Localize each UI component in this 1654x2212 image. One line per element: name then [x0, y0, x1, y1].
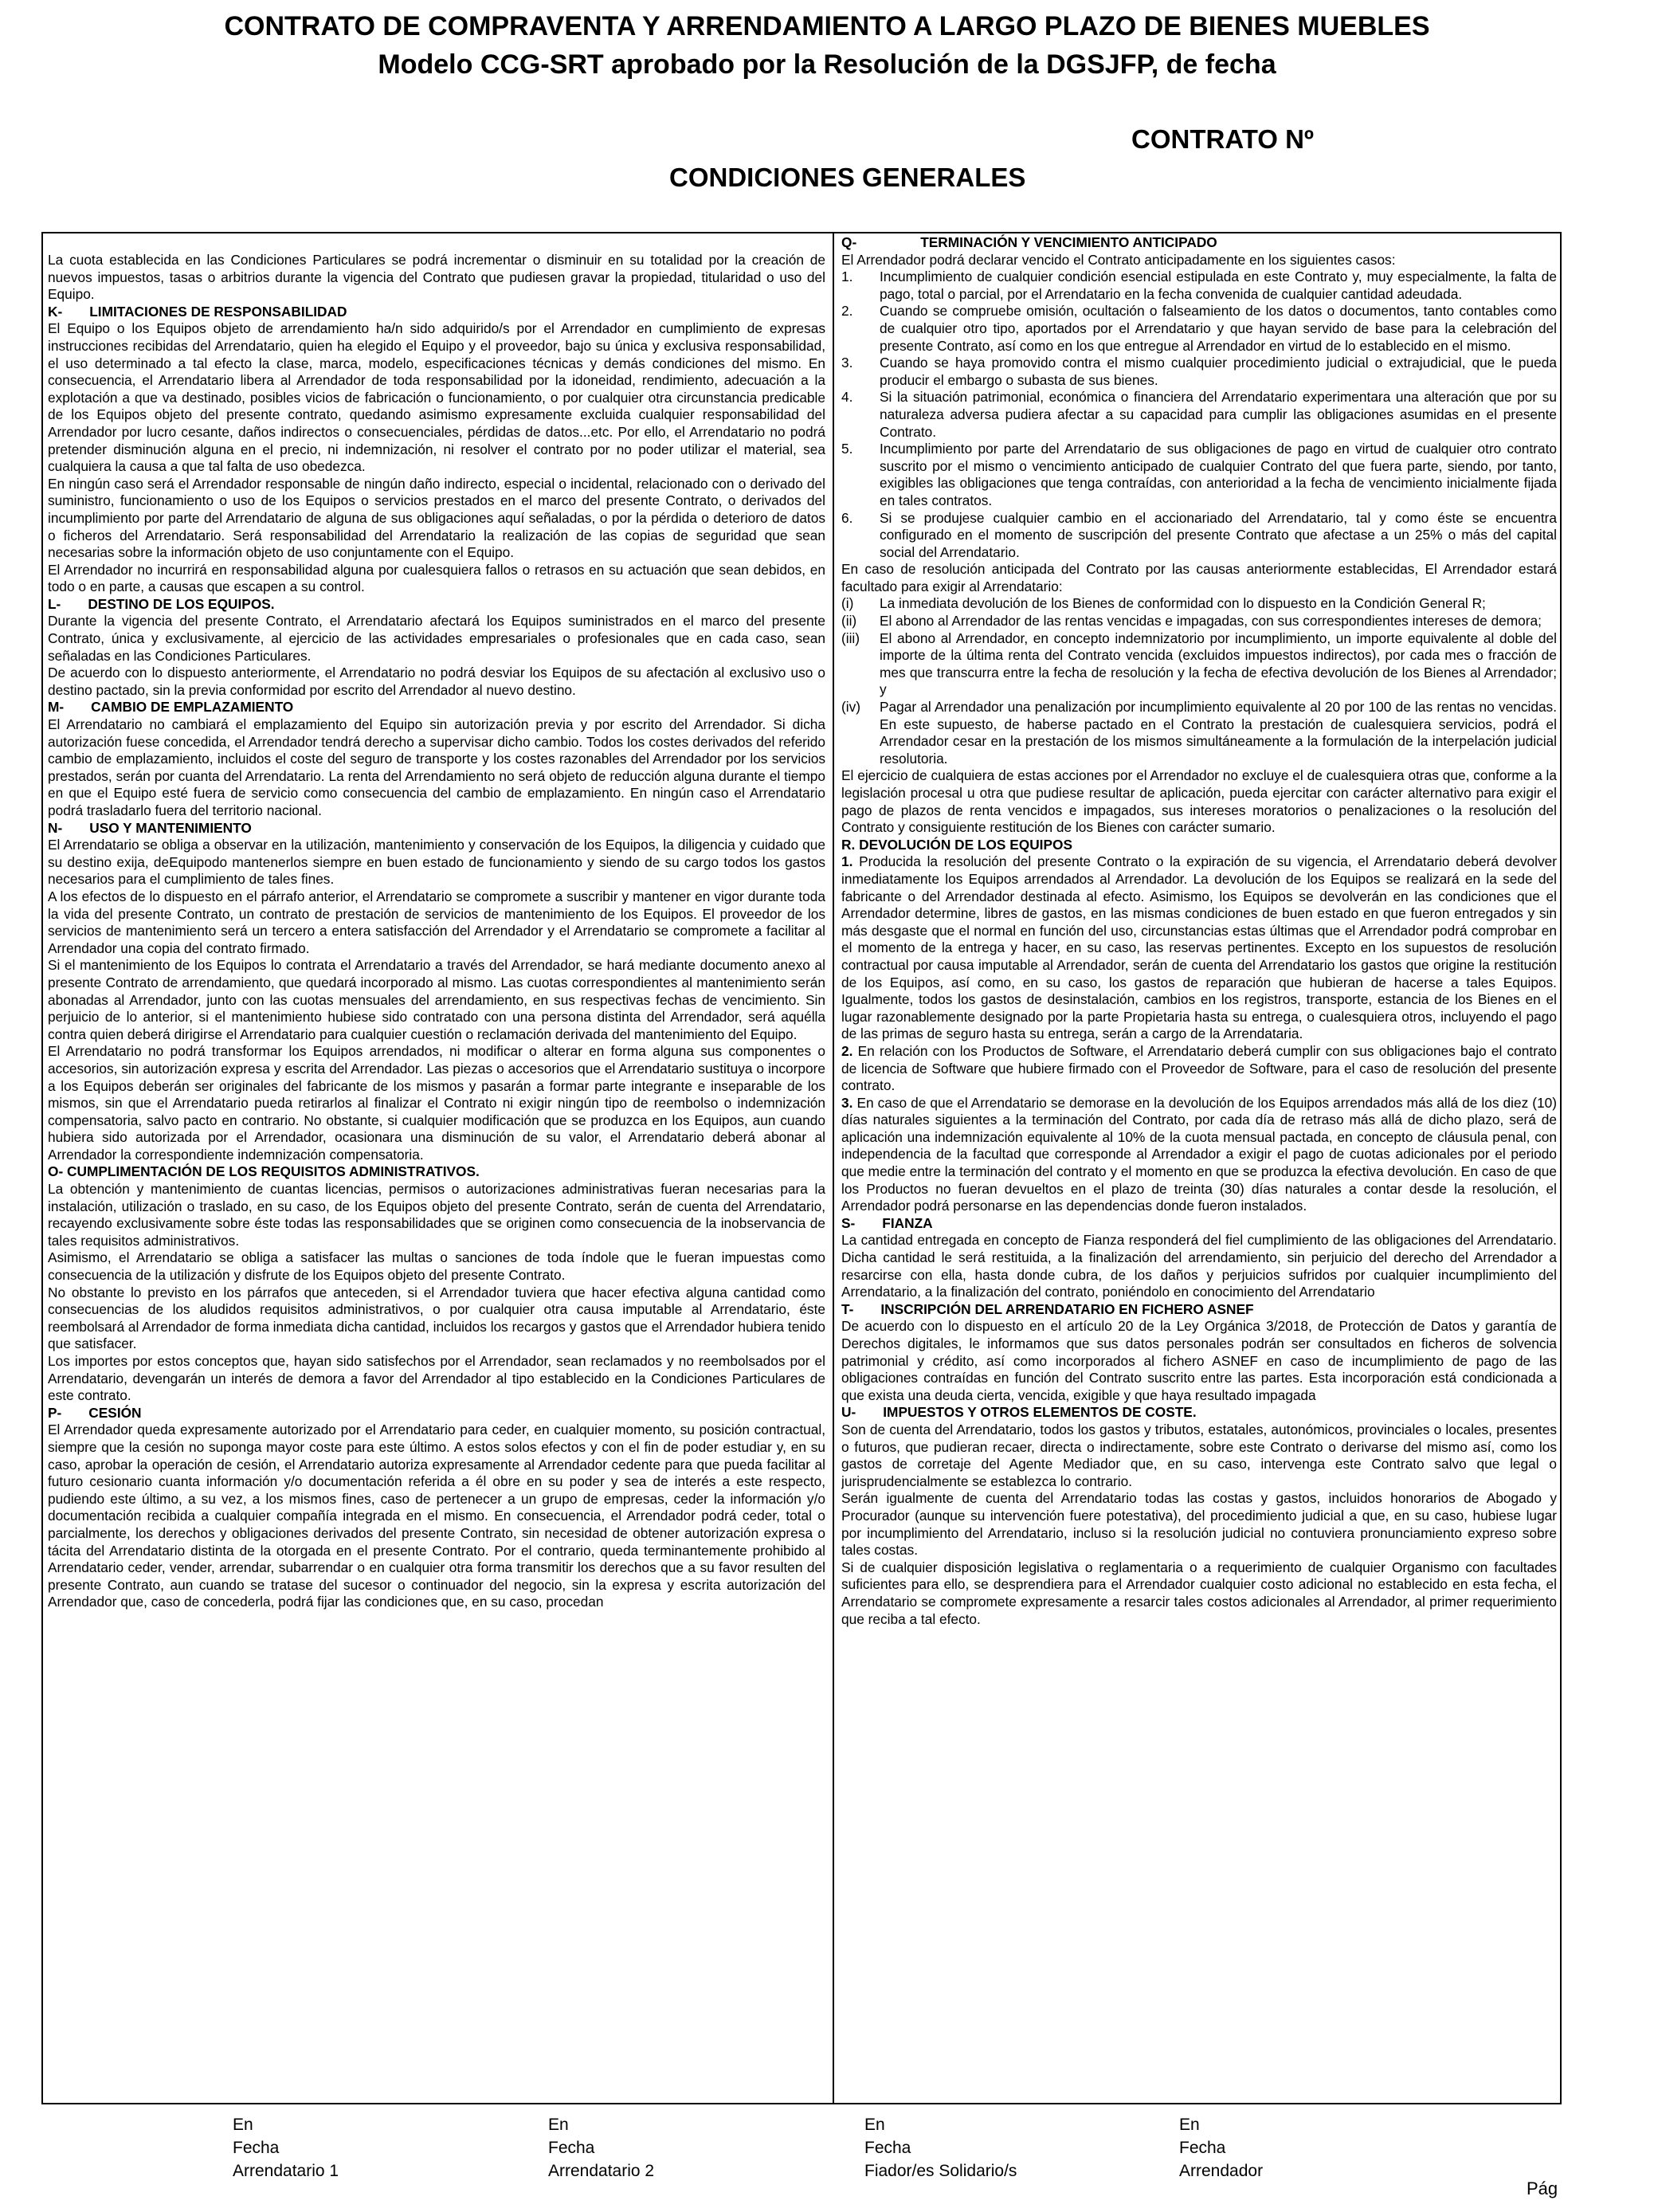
section-heading-r: R. DEVOLUCIÓN DE LOS EQUIPOS: [841, 836, 1072, 853]
paragraph: De acuerdo con lo dispuesto en el artículo 20 de la Ley Orgánica 3/2018, de Protección de Datos y garantía de Derechos digitales, le informamos que sus datos personales podrán ser consultados en ficheros de solvencia patrimonial y crédito, así como incorporados al fichero ASNEF en caso de incumplimiento de pago de las obligaciones contraídas en función del Contrato suscrito entre las partes. Esta incorporación está condicionada a que exista una deuda cierta, vencida, exigible y que haya resultado impagada: [841, 1318, 1557, 1403]
signature-block-fiador: [864, 2113, 1017, 2183]
signature-date: Fecha: [548, 2139, 595, 2157]
paragraph: 2. En relación con los Productos de Software, el Arrendatario deberá cumplir con sus obligaciones bajo el contrato de licencia de Software que hubiere firmado con el Proveedor de Software, para el caso de resolución del presente contrato.: [841, 1042, 1557, 1094]
signature-place: En: [1179, 2116, 1200, 2134]
list-item: (i) La inmediata devolución de los Bienes de conformidad con lo dispuesto en la Condición General R;: [841, 595, 1486, 612]
signature-date: Fecha: [1179, 2139, 1226, 2157]
roman-list: [841, 595, 1557, 767]
paragraph: Son de cuenta del Arrendatario, todos los gastos y tributos, estatales, autonómicos, provinciales o locales, presentes o futuros, que pudieran recaer, directa o indirectamente, sobre este Contrato o derivarse del mismo así, como los gastos de corretaje del Agente Mediador que, en su caso, intervenga este Contrato salvo que legal o jurisprudencialmente se establezca lo contrario.: [841, 1421, 1557, 1489]
paragraph: La obtención y mantenimiento de cuantas licencias, permisos o autorizaciones administrativas fueran necesarias para la instalación, utilización o traslado, en su caso, de los Equipos objeto del presente Contrato, serán de cuenta del Arrendatario, recayendo exclusivamente sobre éste todas las responsabilidades que se originen como consecuencia de la inobservancia de tales requisitos administrativos.: [48, 1181, 825, 1249]
paragraph: La cantidad entregada en concepto de Fianza responderá del fiel cumplimiento de las obligaciones del Arrendatario. Dicha cantidad le será restituida, a la finalización del arrendamiento, sin perjuicio del derecho del Arrendador a resarcirse con ella, hasta donde cubra, de los daños y perjuicios sufridos por cualquier incumplimiento del Arrendatario, a la finalización del contrato, poniéndolo en conocimiento del Arrendatario: [841, 1232, 1557, 1300]
section-heading-u: U- IMPUESTOS Y OTROS ELEMENTOS DE COSTE.: [841, 1404, 1197, 1421]
section-heading-l: L- DESTINO DE LOS EQUIPOS.: [48, 595, 275, 612]
paragraph: 1. Producida la resolución del presente Contrato o la expiración de su vigencia, el Arrendatario deberá devolver inmediatamente los Equipos arrendados al Arrendador. La devolución de los Equipos se realizará en la sede del fabricante o del Arrendador destinada al efecto. Asimismo, los Equipos se devolverán en las condiciones que el Arrendador determine, libres de gastos, en las mismas condiciones de buen estado en que fueron entregados y sin más desgaste que el normal en función del uso, circunstancias estas últimas que el Arrendador podrá comprobar en el momento de la entrega y hacer, en su caso, las reservas pertinentes. Excepto en los supuestos de resolución contractual por causa imputable al Arrendador, serán de cuenta del Arrendatario los gastos que origine la restitución de los Equipos, así como, en su caso, los gastos de reparación que hubieran de hacerse a tales Equipos. Igualmente, todos los gastos de desinstalación, cambios en los registros, transporte, estancia de los Bienes en el lugar razonablemente designado por la parte Propietaria hasta su entrega, o cualesquiera otros, incluyendo el pago de las primas de seguro hasta su entrega, serán a cargo de la Arrendataria.: [841, 853, 1557, 1042]
signature-block-arrendatario-1: [233, 2113, 339, 2183]
paragraph: El ejercicio de cualquiera de estas acciones por el Arrendador no excluye el de cualesquiera otras que, conforme a la legislación procesal u otra que pudiese resultar de aplicación, pueda ejercitar con carácter alternativo para exigir el pago de plazos de renta vencidos e impagados, sus intereses moratorios o penalizaciones o la resolución del Contrato y consiguiente restitución de los Bienes con carácter sumario.: [841, 767, 1557, 836]
signature-party: Arrendatario 2: [548, 2162, 655, 2180]
list-item: 6. Si se produjese cualquier cambio en el accionariado del Arrendatario, tal y como éste se encuentra configurado en el momento de suscripción del presente Contrato que afectase a un 25% o más del capital social del Arrendatario.: [841, 509, 1557, 560]
list-item: 5. Incumplimiento por parte del Arrendatario de sus obligaciones de pago en virtud de cualquier otro contrato suscrito por el mismo o vencimiento anticipado de cualquier Contrato del que fuera parte, siendo, por tanto, exigibles las obligaciones que tenga contraídas, con anterioridad a la fecha de vencimiento inicialmente fijada en tales contratos.: [841, 441, 1557, 508]
section-heading-t: T- INSCRIPCIÓN DEL ARRENDATARIO EN FICHERO ASNEF: [841, 1300, 1254, 1317]
section-heading-k: K- LIMITACIONES DE RESPONSABILIDAD: [48, 303, 347, 320]
signature-place: En: [233, 2116, 253, 2134]
document-subtitle: Modelo CCG-SRT aprobado por la Resolución de la DGSJFP, de fecha: [378, 49, 1276, 80]
list-item: (iv) Pagar al Arrendador una penalización por incumplimiento equivalente al 20 por 100 de las rentas no vencidas. En este supuesto, de haberse pactado en el Contrato la prestación de cualesquiera servicios, podrá el Arrendador cesar en la prestación de los mismos simultáneamente a la formulación de la interpelación judicial resolutoria.: [841, 699, 1557, 767]
right-column: [841, 234, 1557, 2097]
paragraph: En ningún caso será el Arrendador responsable de ningún daño indirecto, especial o incidental, relacionado con o derivado del suministro, funcionamiento o uso de los Equipos o servicios prestados en el marco del presente Contrato, o derivados del incumplimiento por parte del Arrendatario de alguna de sus obligaciones aquí señaladas, o por la pérdida o deterioro de datos o ficheros del Arrendatario. Será responsabilidad del Arrendatario la realización de las copias de seguridad que sean necesarias sobre la información objeto de uso conjuntamente con el Equipo.: [48, 475, 825, 561]
section-title: CONDICIONES GENERALES: [669, 163, 1026, 192]
paragraph: El Arrendatario no cambiará el emplazamiento del Equipo sin autorización previa y por escrito del Arrendador. Si dicha autorización fuese concedida, el Arrendador tendrá derecho a supervisar dicho cambio. Todos los costes derivados del referido cambio de emplazamiento, incluidos el coste del seguro de transporte y los costes razonables del Arrendador por los servicios prestados, serán por cuanta del Arrendatario. La renta del Arrendamiento no será objeto de reducción alguna durante el tiempo en que el Equipo esté fuera de servicio como consecuencia del cambio de emplazamiento. En ningún caso el Arrendatario podrá trasladarlo fuera del territorio nacional.: [48, 716, 825, 818]
signature-place: En: [548, 2116, 569, 2134]
list-item: 1. Incumplimiento de cualquier condición esencial estipulada en este Contrato y, muy especialmente, la falta de pago, total o parcial, por el Arrendatario en la fecha convenida de cualquier cantidad adeudada.: [841, 269, 1557, 302]
paragraph: 3. En caso de que el Arrendatario se demorase en la devolución de los Equipos arrendados más allá de los diez (10) días naturales siguientes a la terminación del Contrato, por cada día de retraso más allá de dicho plazo, será de aplicación una indemnización equivalente al 10% de la cuota mensual pactada, en concepto de cláusula penal, con independencia de la facultad que corresponde al Arrendador a exigir el pago de cuotas adicionales por el periodo que medie entre la terminación del contrato y el momento en que se produzca la efectiva devolución. En caso de que los Productos no fueran devueltos en el plazo de treinta (30) días naturales a contar desde la resolución, el Arrendador podrá personarse en las dependencias donde fueron instalados.: [841, 1094, 1557, 1214]
paragraph: Si de cualquier disposición legislativa o reglamentaria o a requerimiento de cualquier Organismo con facultades suficientes para ello, se desprendiera para el Arrendador cualquier costo adicional no establecido en esta fecha, el Arrendatario se compromete expresamente a resarcir tales costos adicionales al Arrendador, al primer requerimiento que reciba a tal efecto.: [841, 1559, 1557, 1627]
page-label: Pág: [1527, 2179, 1558, 2198]
section-heading-q: Q- TERMINACIÓN Y VENCIMIENTO ANTICIPADO: [841, 234, 1217, 250]
paragraph: Asimismo, el Arrendatario se obliga a satisfacer las multas o sanciones de toda índole que le fueran impuestas como consecuencia de la utilización y disfrute de los Equipos objeto del presente Contrato.: [48, 1249, 825, 1284]
signature-party: Arrendatario 1: [233, 2162, 339, 2180]
paragraph: El Equipo o los Equipos objeto de arrendamiento ha/n sido adquirido/s por el Arrendador en cumplimiento de expresas instrucciones recibidas del Arrendatario, quien ha elegido el Equipo y el proveedor, bajo su única y exclusiva responsabilidad, el uso determinado a tal efecto la clase, marca, modelo, especificaciones técnicas y demás condiciones del mismo. En consecuencia, el Arrendatario libera al Arrendador de toda responsabilidad por la idoneidad, rendimiento, adecuación a la explotación a que va destinado, posibles vicios de fabricación o funcionamiento, o por cualquier otra circunstancia predicable de los Equipos objeto del presente contrato, quedando asimismo expresamente excluida cualquier responsabilidad del Arrendador por lucro cesante, daños indirectos o consecuenciales, pérdidas de datos...etc. Por ello, el Arrendatario no podrá pretender disminución alguna en el precio, ni indemnización, ni resolver el contrato por no poder utilizar el material, sea cualquiera la causa a que tal falta de uso obedezca.: [48, 320, 825, 475]
list-item: (ii) El abono al Arrendador de las rentas vencidas e impagadas, con sus correspondientes intereses de demora;: [841, 613, 1542, 629]
column-divider: [833, 232, 834, 2104]
paragraph: El Arrendador podrá declarar vencido el Contrato anticipadamente en los siguientes casos:: [841, 251, 1396, 268]
section-heading-n: N- USO Y MANTENIMIENTO: [48, 819, 252, 836]
paragraph: De acuerdo con lo dispuesto anteriormente, el Arrendatario no podrá desviar los Equipos de su afectación al exclusivo uso o destino pactado, sin la previa conformidad por escrito del Arrendador al nuevo destino.: [48, 665, 825, 698]
signature-block-arrendatario-2: [548, 2113, 654, 2183]
section-heading-s: S- FIANZA: [841, 1214, 933, 1231]
numbered-list: [841, 269, 1557, 561]
list-item: (iii) El abono al Arrendador, en concepto indemnizatorio por incumplimiento, un importe equivalente al doble del importe de la última renta del Contrato vencida (excluidos impuestos indirectos), por cada mes o fracción de mes que transcurra entre la fecha de resolución y la fecha de efectiva devolución de los Bienes al Arrendador; y: [841, 629, 1557, 698]
paragraph: En caso de resolución anticipada del Contrato por las causas anteriormente establecidas, El Arrendador estará facultado para exigir al Arrendatario:: [841, 561, 1557, 594]
signature-party: Fiador/es Solidario/s: [864, 2162, 1017, 2180]
section-heading-m: M- CAMBIO DE EMPLAZAMIENTO: [48, 699, 294, 716]
document-title: CONTRATO DE COMPRAVENTA Y ARRENDAMIENTO A LARGO PLAZO DE BIENES MUEBLES: [224, 11, 1430, 41]
section-heading-o: O- CUMPLIMENTACIÓN DE LOS REQUISITOS ADMINISTRATIVOS.: [48, 1163, 480, 1180]
paragraph: Serán igualmente de cuenta del Arrendatario todas las costas y gastos, incluidos honorarios de Abogado y Procurador (aunque su intervención fuere potestativa), del procedimiento judicial a que, en su caso, hubiese lugar por incumplimiento del Arrendatario, incluso si la resolución judicial no contuviera pronunciamiento expreso sobre tales costas.: [841, 1490, 1557, 1559]
paragraph: La cuota establecida en las Condiciones Particulares se podrá incrementar o disminuir en su totalidad por la creación de nuevos impuestos, tasas o arbitrios durante la vigencia del Contrato que pudiesen gravar la propiedad, titularidad o uso del Equipo.: [48, 252, 825, 303]
paragraph: El Arrendatario no podrá transformar los Equipos arrendados, ni modificar o alterar en forma alguna sus componentes o accesorios, sin autorización expresa y escrita del Arrendador. Las piezas o accesorios que el Arrendatario sustituya o incorpore a los Equipos deberán ser originales del fabricante de los mismos y pasarán a formar parte integrante e inseparable de los mismos, sin que el Arrendatario pueda retirarlos al finalizar el Contrato ni exigir ningún tipo de reembolso o indemnización compensatoria, salvo pacto en contrario. No obstante, si cualquier modificación que se produzca en los Equipos, aun cuando hubiera sido autorizada por el Arrendador, ocasionara una disminución de su valor, el Arrendatario deberá abonar al Arrendador la correspondiente indemnización compensatoria.: [48, 1043, 825, 1163]
signature-place: En: [864, 2116, 885, 2134]
signature-date: Fecha: [864, 2139, 911, 2157]
list-item: 4. Si la situación patrimonial, económica o financiera del Arrendatario experimentara una alteración que por su naturaleza adversa pudiera afectar a su capacidad para cumplir las obligaciones asumidas en el presente Contrato.: [841, 389, 1557, 440]
contract-number-label: CONTRATO Nº: [1131, 124, 1314, 154]
paragraph: Los importes por estos conceptos que, hayan sido satisfechos por el Arrendador, sean reclamados y no reembolsados por el Arrendatario, devengarán un interés de demora a favor del Arrendador al tipo establecido en la Condiciones Particulares de este contrato.: [48, 1353, 825, 1404]
paragraph: A los efectos de lo dispuesto en el párrafo anterior, el Arrendatario se compromete a suscribir y mantener en vigor durante toda la vida del presente Contrato, un contrato de prestación de servicios de mantenimiento de los Equipos. El proveedor de los servicios de mantenimiento será un tercero a entera satisfacción del Arrendador y el Arrendatario se compromete a facilitar al Arrendador una copia del contrato firmado.: [48, 888, 825, 956]
signature-party: Arrendador: [1179, 2162, 1264, 2180]
list-item: 2. Cuando se compruebe omisión, ocultación o falseamiento de los datos o documentos, tanto contables como de cualquier otro tipo, aportados por el Arrendatario y que hayan servido de base para la celebración del presente Contrato, así como en los que entregue al Arrendador en virtud de lo establecido en el mismo.: [841, 303, 1557, 354]
section-heading-p: P- CESIÓN: [48, 1404, 142, 1421]
list-item: 3. Cuando se haya promovido contra el mismo cualquier procedimiento judicial o extrajudicial, que le pueda producir el embargo o subasta de sus bienes.: [841, 355, 1557, 388]
signature-date: Fecha: [233, 2139, 280, 2157]
paragraph: El Arrendador queda expresamente autorizado por el Arrendatario para ceder, en cualquier momento, su posición contractual, siempre que la cesión no suponga mayor coste para este último. A estos solos efectos y con el fin de poder estudiar y, en su caso, aprobar la operación de cesión, el Arrendatario autoriza expresamente al Arrendador cedente para que pueda facilitar al futuro cesionario cuanta información y/o documentación referida a él obre en su poder y sea de interés a este respecto, pudiendo este último, a su vez, a los mismos fines, caso de pertenecer a un grupo de empresas, ceder la información y/o documentación recibida a cualquier compañía integrada en el mismo. En consecuencia, el Arrendador podrá ceder, total o parcialmente, los derechos y obligaciones derivados del presente Contrato, sin necesidad de obtener autorización expresa o tácita del Arrendatario distinta de la otorgada en el presente Contrato. Por el contrario, queda terminantemente prohibido al Arrendatario ceder, vender, arrendar, subarrendar o en cualquier otra forma transmitir los derechos que a su favor resulten del presente Contrato, aun cuando se tratase del sucesor o continuador del negocio, sin la expresa y escrita autorización del Arrendador que, caso de concederla, podrá fijar las condiciones que, en su caso, procedan: [48, 1422, 825, 1610]
paragraph: Durante la vigencia del presente Contrato, el Arrendatario afectará los Equipos suministrados en el marco del presente Contrato, única y exclusivamente, al ejercicio de las actividades empresariales o profesionales que en cada caso, sean señaladas en las Condiciones Particulares.: [48, 613, 825, 664]
signature-block-arrendador: [1179, 2113, 1263, 2183]
paragraph: Si el mantenimiento de los Equipos lo contrata el Arrendatario a través del Arrendador, se hará mediante documento anexo al presente Contrato de arrendamiento, que quedará incorporado al mismo. Las cuotas correspondientes al mantenimiento serán abonadas al Arrendador, junto con las cuotas mensuales del arrendamiento, en sus respectivas fechas de vencimiento. Sin perjuicio de lo anterior, si el mantenimiento hubiese sido contratado con una persona distinta del Arrendador, será aquélla contra quien deberá dirigirse el Arrendatario para cualquier cuestión o reclamación derivada del mantenimiento del Equipo.: [48, 957, 825, 1042]
left-column: [48, 252, 825, 2097]
paragraph: No obstante lo previsto en los párrafos que anteceden, si el Arrendador tuviera que hacer efectiva alguna cantidad como consecuencias de los aludidos requisitos administrativos, o por cualquier otra causa imputable al Arrendatario, éste reembolsará al Arrendador de forma inmediata dicha cantidad, incluidos los recargos y gastos que el Arrendador hubiera tenido que satisfacer.: [48, 1284, 825, 1352]
paragraph: El Arrendatario se obliga a observar en la utilización, mantenimiento y conservación de los Equipos, la diligencia y cuidado que su destino exija, deEquipodo mantenerlos siempre en buen estado de funcionamiento y siendo de su cargo todos los gastos necesarios para el cumplimiento de tales fines.: [48, 837, 825, 888]
paragraph: El Arrendador no incurrirá en responsabilidad alguna por cualesquiera fallos o retrasos en su actuación que sean debidos, en todo o en parte, a causas que escapen a su control.: [48, 561, 825, 595]
